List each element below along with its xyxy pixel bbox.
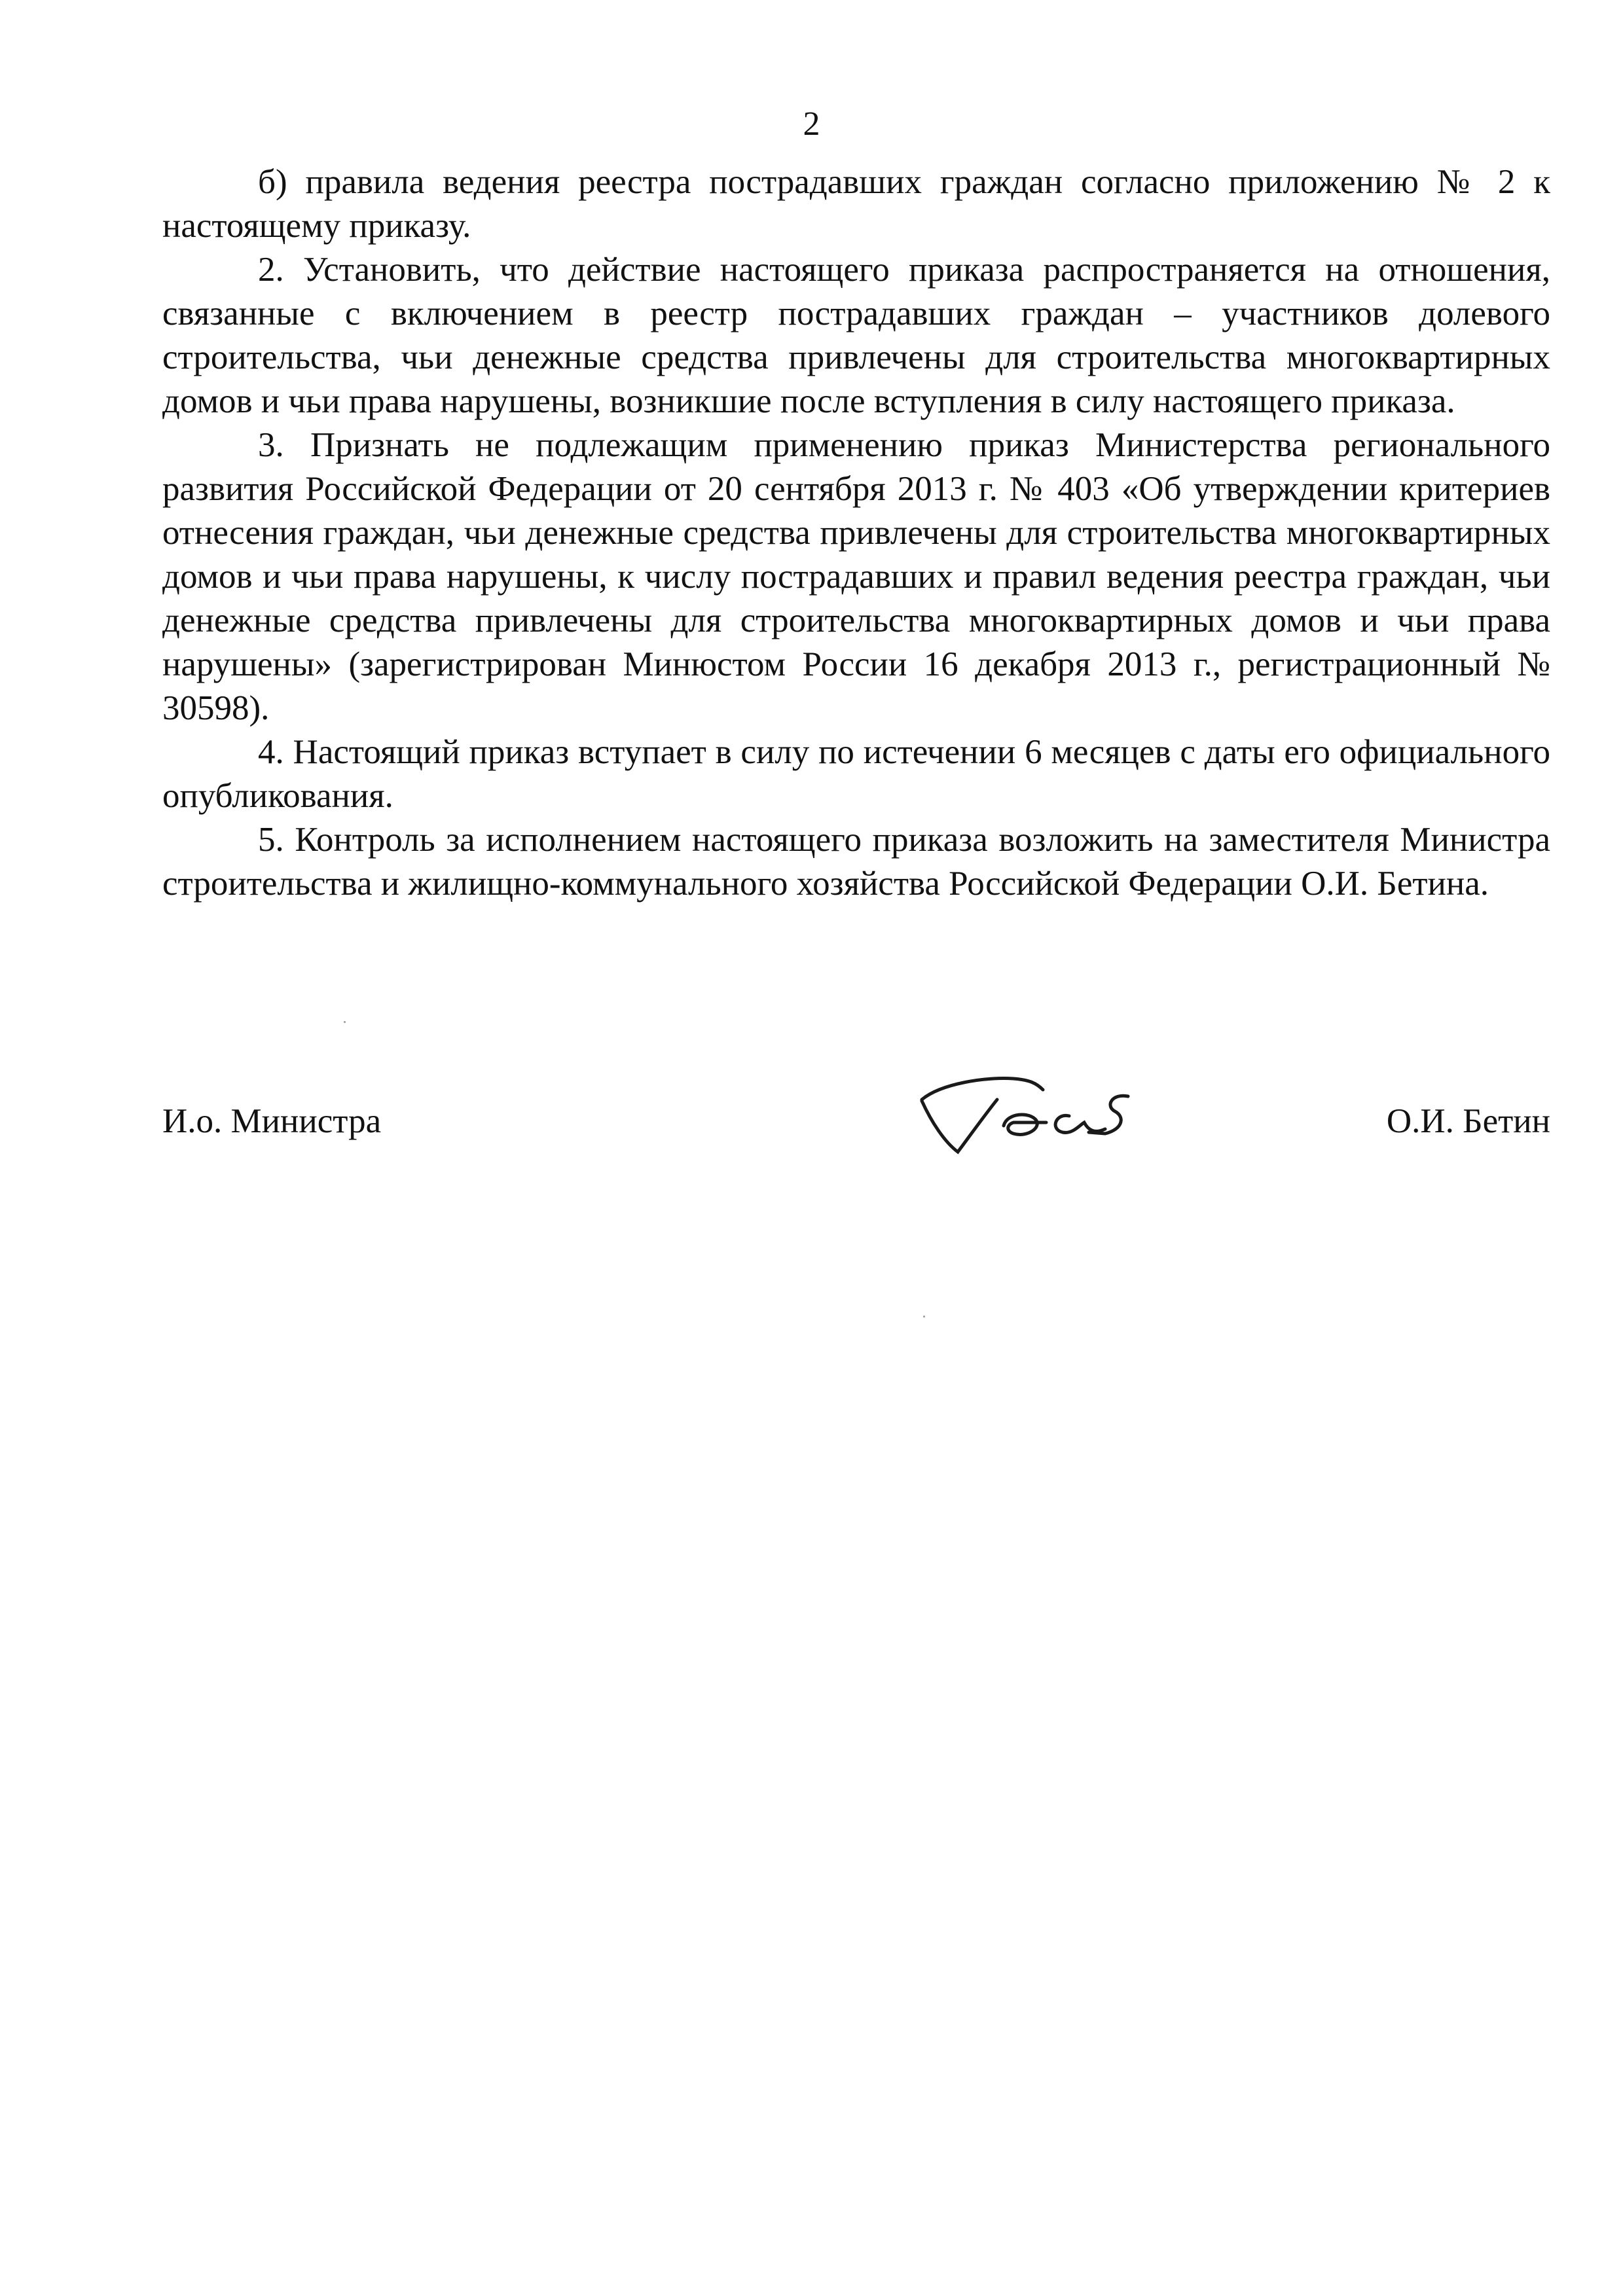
scan-speck (923, 1316, 925, 1318)
paragraph-b-rules: б) правила ведения реестра пострадавших граждан согласно приложению № 2 к настоящему приказу. (162, 163, 1550, 245)
paragraph-5-control: 5. Контроль за исполнением настоящего приказа возложить на заместителя Министра строительства и жилищно-коммунального хозяйства Российской Федерации О.И. Бетина. (162, 821, 1550, 903)
paragraph-3-repeal: 3. Признать не подлежащим применению приказ Министерства регионального развития Российской Федерации от 20 сентября 2013 г. № 403 «Об утверждении критериев отнесения граждан, чьи денежные средства привлечены для строительства многоквартирных домов и чьи права нарушены, к числу пострадавших и правил ведения реестра граждан, чьи денежные средства привлечены для строительства многоквартирных домов и чьи права нарушены» (зарегистрирован Минюстом России 16 декабря 2013 г., регистрационный № 30598). (162, 426, 1550, 727)
page-number: 2 (803, 105, 820, 143)
paragraph-2-scope: 2. Установить, что действие настоящего приказа распространяется на отношения, связанные с включением в реестр пострадавших граждан – участников долевого строительства, чьи денежные средства привлечены для строительства многоквартирных домов и чьи права нарушены, возникшие после вступления в силу настоящего приказа. (162, 251, 1550, 420)
signature-block (162, 1086, 1550, 1191)
signatory-title: И.о. Министра (162, 1102, 382, 1140)
scan-speck (344, 1021, 346, 1023)
document-body (162, 160, 1550, 906)
signatory-name: О.И. Бетин (1386, 1102, 1550, 1140)
paragraph-4-effective-date: 4. Настоящий приказ вступает в силу по истечении 6 месяцев с даты его официального опубликования. (162, 733, 1550, 815)
handwritten-signature (915, 1060, 1144, 1165)
